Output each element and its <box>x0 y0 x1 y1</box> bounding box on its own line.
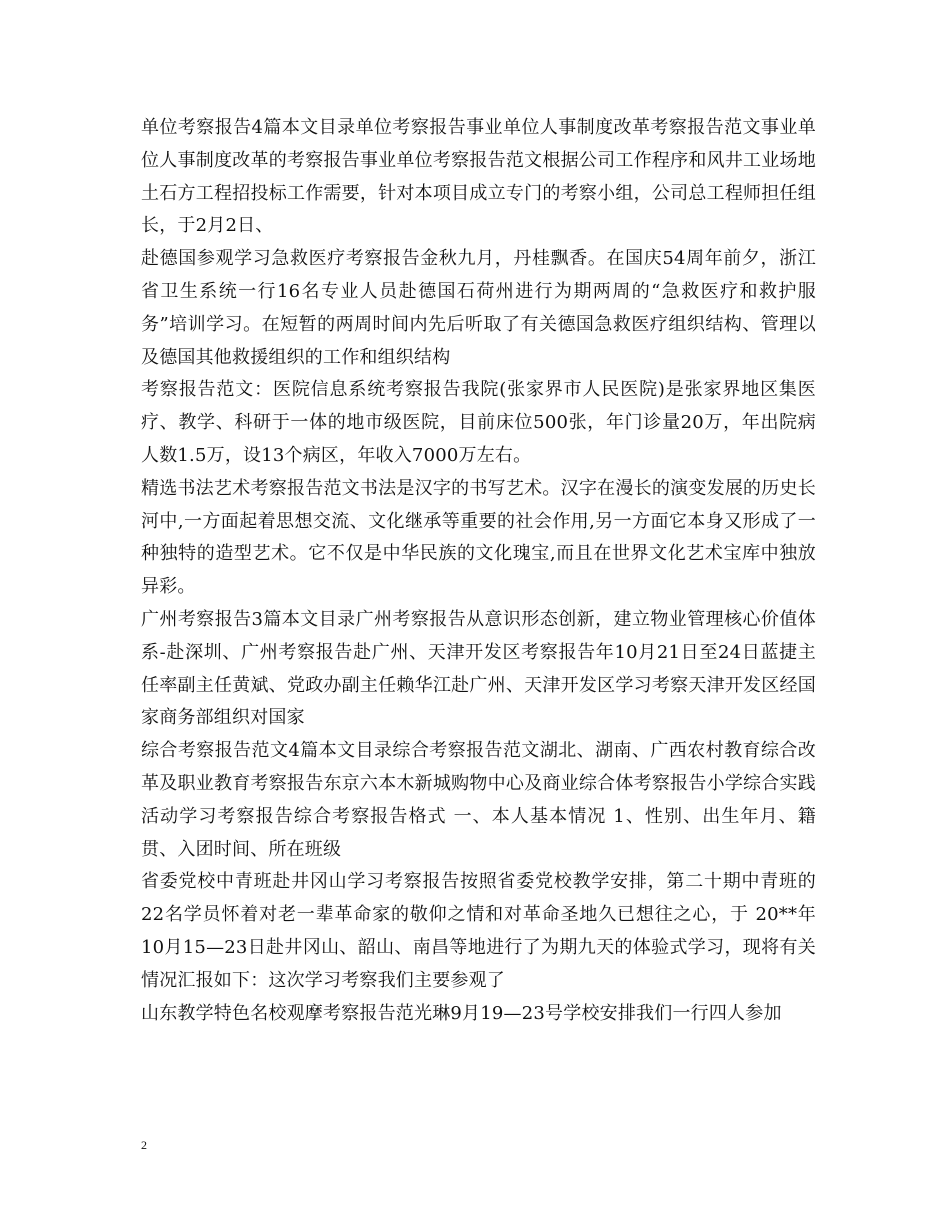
paragraph-shandong: 山东教学特色名校观摩考察报告范光琳9月19—23号学校安排我们一行四人参加 <box>141 1002 782 1024</box>
paragraph-hospital-info-system: 考察报告范文：医院信息系统考察报告我院(张家界市人民医院)是张家界地区集医疗、教学、科研于一体的地市级医院，目前床位500张，年门诊量20万，年出院病人数1.5万，设13个病区，年收入7000万左右。 <box>141 379 816 466</box>
document-body <box>141 112 816 1030</box>
paragraph-calligraphy: 精选书法艺术考察报告范文书法是汉字的书写艺术。汉字在漫长的演变发展的历史长河中,一方面起着思想交流、文化继承等重要的社会作用,另一方面它本身又形成了一种独特的造型艺术。它不仅是中华民族的文化瑰宝,而且在世界文化艺术宝库中独放异彩。 <box>141 477 816 598</box>
page-number: 2 <box>141 1138 147 1152</box>
paragraph-germany-emergency: 赴德国参观学习急救医疗考察报告金秋九月，丹桂飘香。在国庆54周年前夕，浙江省卫生系统一行16名专业人员赴德国石荷州进行为期两周的“急救医疗和救护服务”培训学习。在短暂的两周时间内先后听取了有关德国急救医疗组织结构、管理以及德国其他救援组织的工作和组织结构 <box>141 248 816 368</box>
paragraph-unit-inspection: 单位考察报告4篇本文目录单位考察报告事业单位人事制度改革考察报告范文事业单位人事制度改革的考察报告事业单位考察报告范文根据公司工作程序和风井工业场地土石方工程招投标工作需要，针对本项目成立专门的考察小组，公司总工程师担任组长，于2月2日、 <box>141 117 816 237</box>
paragraph-jinggangshan: 省委党校中青班赴井冈山学习考察报告按照省委党校教学安排，第二十期中青班的22名学员怀着对老一辈革命家的敬仰之情和对革命圣地久已想往之心，于 20**年10月15—23日赴井冈山、韶山、南昌等地进行了为期九天的体验式学习，现将有关情况汇报如下：这次学习考察我们主要参观了 <box>141 871 816 991</box>
paragraph-comprehensive: 综合考察报告范文4篇本文目录综合考察报告范文湖北、湖南、广西农村教育综合改革及职业教育考察报告东京六本木新城购物中心及商业综合体考察报告小学综合实践活动学习考察报告综合考察报告格式 一、本人基本情况 1、性别、出生年月、籍贯、入团时间、所在班级 <box>141 740 816 860</box>
paragraph-guangzhou: 广州考察报告3篇本文目录广州考察报告从意识形态创新，建立物业管理核心价值体系-赴深圳、广州考察报告赴广州、天津开发区考察报告年10月21日至24日蓝捷主任率副主任黄斌、党政办副主任赖华江赴广州、天津开发区学习考察天津开发区经国家商务部组织对国家 <box>141 608 816 729</box>
